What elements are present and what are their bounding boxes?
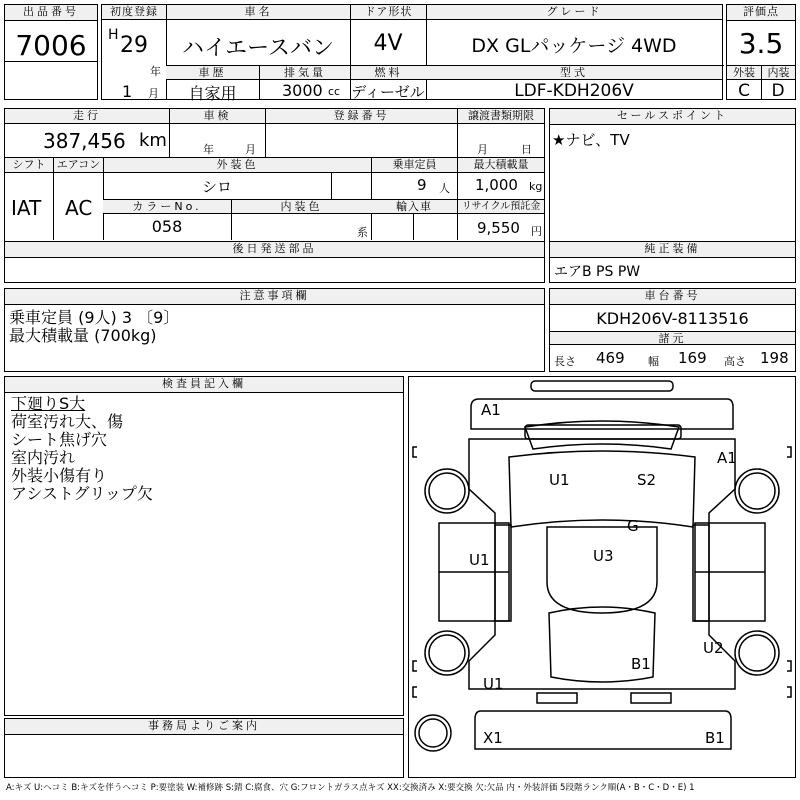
mark-rear-left: U1 [483, 675, 504, 693]
height-label: 高さ [724, 355, 746, 368]
displacement-value: 3000 [282, 81, 323, 100]
score-box [726, 4, 796, 100]
model-code-value: LDF-KDH206V [514, 81, 634, 101]
caution-line-2: 最大積載量 (700kg) [9, 326, 157, 345]
chassis-box [549, 288, 796, 372]
grade-header: グレード [426, 5, 722, 20]
mark-bumper-right: B1 [705, 729, 725, 747]
genuine-equipment-header: 純正装備 [550, 242, 795, 258]
capacity-unit: 人 [439, 182, 450, 195]
interior-color-header: 内装色 [231, 200, 371, 214]
recycle-header: リサイクル預託金 [457, 200, 544, 214]
history-value: 自家用 [188, 84, 237, 103]
inspection-month-unit: 月 [245, 143, 256, 156]
selling-point-text: ★ナビ、TV [552, 131, 630, 149]
history-header: 車歴 [166, 66, 259, 80]
mark-front-right: A1 [717, 449, 737, 467]
interior-color-unit: 系 [357, 226, 368, 239]
color-no-header: カラーNo. [103, 200, 231, 214]
office-notice-box [4, 718, 404, 778]
width-value: 169 [678, 349, 707, 367]
transfer-date-header: 譲渡書類期限 [457, 109, 544, 124]
genuine-equipment-value: エアB PS PW [554, 264, 641, 280]
transfer-month-unit: 月 [477, 143, 488, 156]
mark-rear-center: B1 [631, 655, 651, 673]
inspector-note: 荷室汚れ大、傷 [11, 412, 124, 431]
model-code-header: 型式 [426, 66, 722, 80]
genuine-equipment-box [549, 241, 796, 283]
exterior-header: 外装 [727, 66, 761, 80]
selling-points-header: セールスポイント [550, 109, 795, 125]
inspector-note: 下廻りS大 [11, 394, 86, 413]
month-unit: 月 [148, 87, 159, 100]
recycle-unit: 円 [531, 225, 542, 238]
car-name-header: 車名 [166, 5, 350, 20]
mileage-value: 387,456 [43, 129, 126, 153]
lot-number-box [4, 4, 98, 100]
caution-box [4, 288, 545, 372]
fuel-value: ディーゼル [351, 83, 425, 101]
first-reg-header: 初度登録 [102, 5, 166, 20]
shift-header: シフト [5, 158, 53, 173]
aircon-value: AC [65, 196, 93, 220]
mark-side-left: U1 [469, 551, 490, 569]
length-value: 469 [596, 349, 625, 367]
door-header: ドア形状 [350, 5, 426, 20]
transfer-day-unit: 日 [521, 143, 532, 156]
score-value: 3.5 [738, 27, 784, 60]
mark-bumper-left: X1 [483, 729, 503, 747]
mark-side-right: U2 [703, 639, 724, 657]
office-notice-header: 事務局よりご案内 [5, 719, 403, 735]
mileage-block [4, 108, 545, 158]
van-diagram-svg [409, 377, 795, 777]
caution-header: 注意事項欄 [5, 289, 544, 305]
reg-no-header: 登録番号 [265, 109, 457, 124]
inspector-note: シート焦げ穴 [11, 430, 108, 449]
max-load-header: 最大積載量 [457, 158, 544, 173]
chassis-no-header: 車台番号 [550, 289, 795, 305]
caution-line-1: 乗車定員 (9人) 3 〔9〕 [9, 308, 180, 327]
damage-diagram [408, 376, 796, 778]
inspector-note: 室内汚れ [11, 448, 76, 467]
displacement-header: 排気量 [259, 66, 350, 80]
max-load-unit: kg [529, 180, 543, 193]
first-reg-year: 29 [120, 33, 148, 58]
inspector-note: 外装小傷有り [11, 466, 108, 485]
lot-number-header: 出品番号 [5, 5, 97, 21]
score-header: 評価点 [727, 5, 795, 21]
exterior-color-header: 外装色 [103, 158, 371, 173]
later-parts-header: 後日発送部品 [5, 242, 544, 258]
inspector-note: アシストグリップ欠 [11, 484, 153, 503]
mark-roof-right: S2 [637, 471, 657, 489]
vehicle-header-block [101, 4, 723, 103]
import-header: 輸入車 [371, 200, 457, 214]
exterior-grade: C [738, 81, 750, 101]
inspector-notes-header: 検査員記入欄 [5, 377, 403, 393]
capacity-header: 乗車定員 [371, 158, 457, 173]
height-value: 198 [760, 349, 789, 367]
interior-grade: D [771, 81, 785, 101]
mark-windshield: G [627, 517, 639, 535]
fuel-header: 燃料 [350, 66, 426, 80]
specs-block [4, 158, 545, 242]
shift-value: IAT [11, 196, 42, 220]
mark-front-left: A1 [481, 401, 501, 419]
mileage-unit: km [139, 130, 167, 151]
first-reg-month: 1 [122, 82, 133, 101]
mark-roof-mid: U3 [593, 547, 614, 565]
color-no-value: 058 [151, 217, 183, 236]
dimensions-header: 諸元 [550, 331, 795, 345]
grade-value: DX GLパッケージ 4WD [471, 35, 677, 57]
legend-line: A:キズ U:ヘコミ B:キズを伴うヘコミ P:要塗装 W:補修跡 S:錆 C:腐食、穴 G:フロントガラス点キズ XX:交換済み X:要交換 欠:欠品 内・外装評価 5段階ランク順(A・B・C・D・E) 1 [6, 783, 695, 793]
mark-roof-left: U1 [549, 471, 570, 489]
era-letter: H [108, 27, 119, 43]
exterior-color-value: シロ [201, 178, 232, 196]
aircon-header: エアコン [53, 158, 103, 173]
chassis-no-value: KDH206V-8113516 [596, 309, 749, 328]
lot-number-value: 7006 [15, 29, 87, 62]
later-parts-box [4, 241, 545, 283]
interior-header: 内装 [761, 66, 795, 80]
inspection-header: 車検 [169, 109, 265, 124]
selling-points-box [549, 108, 796, 242]
width-label: 幅 [648, 355, 659, 368]
door-value: 4V [373, 31, 403, 56]
car-name-value: ハイエースバン [181, 36, 335, 61]
year-unit: 年 [150, 65, 161, 78]
recycle-value: 9,550 [477, 219, 520, 237]
inspection-year-unit: 年 [203, 143, 214, 156]
inspector-notes-box [4, 376, 404, 716]
length-label: 長さ [554, 355, 576, 368]
displacement-unit: cc [328, 85, 341, 98]
max-load-value: 1,000 [475, 176, 518, 194]
capacity-value: 9 [417, 176, 427, 194]
mileage-header: 走行 [5, 109, 169, 124]
